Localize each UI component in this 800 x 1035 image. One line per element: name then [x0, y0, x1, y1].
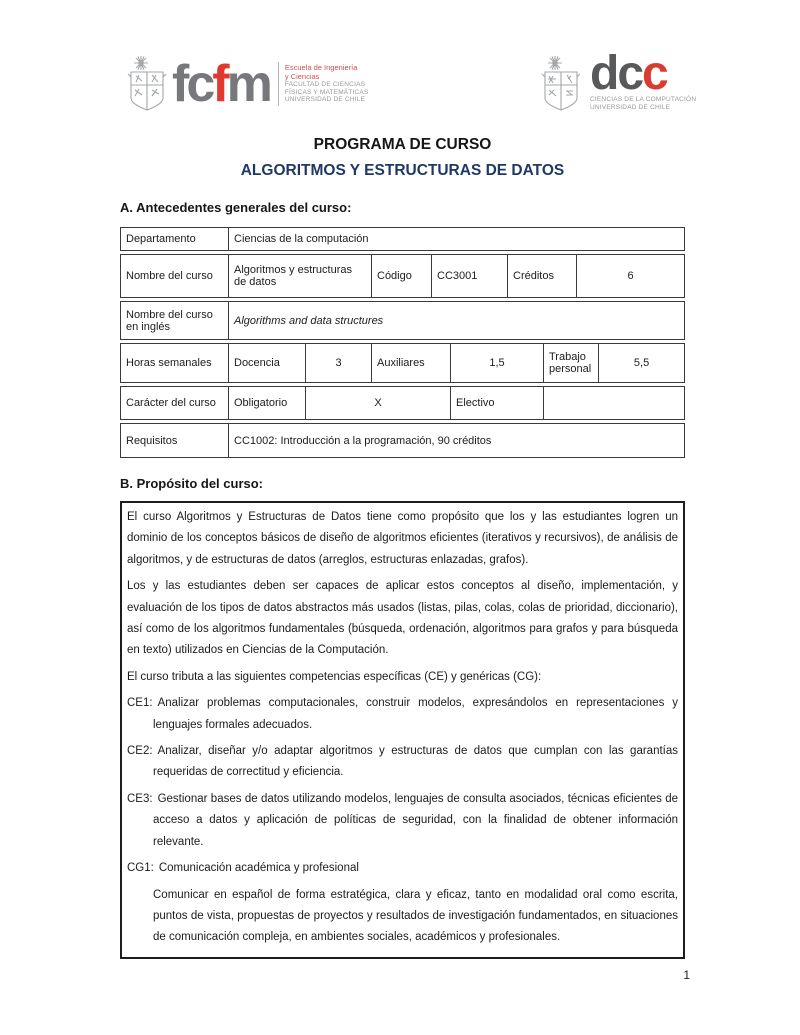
cell-requisitos-label: Requisitos: [120, 423, 229, 458]
competency-label: CE3:: [127, 792, 153, 805]
table-row: [120, 386, 685, 420]
dcc-caption-line: CIENCIAS DE LA COMPUTACIÓN: [590, 96, 697, 103]
section-a-heading: A. Antecedentes generales del curso:: [120, 200, 352, 215]
content-column: [120, 0, 685, 959]
purpose-paragraph: El curso Algoritmos y Estructuras de Datos tiene como propósito que los y las estudiantes logren un dominio de los conceptos básicos de diseño de algoritmos eficientes (iterativos y recursivos), de análisis de algoritmos, y de estructuras de datos (arreglos, estructuras enlazadas, grafos).: [127, 511, 678, 566]
fcfm-wordmark-gray1: fc: [172, 55, 213, 113]
fcfm-wordmark-gray2: m: [226, 55, 270, 113]
cell-nombre-ingles-label: Nombre del curso en inglés: [120, 301, 229, 340]
competency-text: Comunicación académica y profesional: [158, 862, 359, 875]
cell-departamento-label: Departamento: [120, 227, 229, 251]
cell-trabajo-personal-value: 5,5: [599, 343, 685, 383]
competency-text: Analizar problemas computacionales, construir modelos, expresándolos en representaciones y lenguajes formales adecuados.: [153, 697, 678, 731]
cell-trabajo-personal-label: Trabajo personal: [544, 343, 599, 383]
competency-text: Analizar, diseñar y/o adaptar algoritmos y estructuras de datos que cumplan con las garantías requeridas de correctitud y eficiencia.: [153, 745, 678, 779]
competency-label: CG1:: [127, 862, 154, 875]
cell-nombre-value: Algoritmos y estructuras de datos: [229, 254, 372, 298]
competency-text: Gestionar bases de datos utilizando modelos, lenguajes de consulta asociados, técnicas eficientes de acceso a datos y aplicación de políticas de seguridad, con la finalidad de obtener información relevante.: [153, 792, 678, 848]
cell-electivo-label: Electivo: [451, 386, 544, 420]
fcfm-tagline-line: UNIVERSIDAD DE CHILE: [284, 96, 366, 104]
competency-ce2: [127, 741, 678, 784]
competency-label: CE2:: [127, 745, 153, 758]
document-title: PROGRAMA DE CURSO: [313, 136, 492, 153]
fcfm-wordmark-red-f: f: [212, 55, 227, 113]
purpose-closing-paragraph: Comunicar en español de forma estratégica, clara y eficaz, tanto en modalidad oral como escrita, puntos de vista, propuestas de proyectos y resultados de investigación fundamentados, en situaciones de comunicación compleja, en ambientes sociales, académicos y profesionales.: [153, 888, 678, 944]
competency-cg1: [127, 858, 678, 879]
purpose-paragraph: Los y las estudiantes deben ser capaces de aplicar estos conceptos al diseño, implementación, y evaluación de los tipos de datos abstractos más usados (listas, pilas, colas, colas de prioridad, diccionario), así como de los algoritmos fundamentales (búsqueda, ordenación, algoritmos para grafos y para búsqueda en texto) utilizados en Ciencias de la Computación.: [127, 580, 678, 657]
cell-caracter-label: Carácter del curso: [120, 386, 229, 420]
purpose-paragraph: El curso tributa a las siguientes competencias específicas (CE) y genéricas (CG):: [127, 670, 542, 683]
table-row: [120, 423, 685, 458]
cell-requisitos-value: CC1002: Introducción a la programación, 90 créditos: [229, 423, 685, 458]
cell-obligatorio-label: Obligatorio: [229, 386, 306, 420]
cell-nombre-label: Nombre del curso: [120, 254, 229, 298]
fcfm-tagline-line: FACULTAD DE CIENCIAS: [284, 81, 366, 89]
competency-ce3: [127, 789, 678, 853]
table-row: [120, 254, 685, 298]
cell-codigo-label: Código: [372, 254, 432, 298]
fcfm-tagline-line: y Ciencias: [284, 71, 320, 81]
table-row: [120, 301, 685, 340]
cell-electivo-mark: [544, 386, 685, 420]
cell-codigo-value: CC3001: [432, 254, 508, 298]
cell-docencia-label: Docencia: [229, 343, 306, 383]
fcfm-tagline-line: Escuela de Ingeniería: [284, 63, 358, 73]
dcc-caption-line: UNIVERSIDAD DE CHILE: [590, 103, 671, 111]
cell-auxiliares-value: 1,5: [451, 343, 544, 383]
cell-nombre-ingles-value: Algorithms and data structures: [229, 301, 685, 340]
section-b-heading: B. Propósito del curso:: [120, 476, 264, 491]
competency-label: CE1:: [127, 697, 153, 710]
cell-obligatorio-mark: X: [306, 386, 451, 420]
table-row: [120, 227, 685, 251]
dcc-wordmark-gray: dc: [590, 47, 643, 100]
cell-docencia-value: 3: [306, 343, 372, 383]
cell-horas-label: Horas semanales: [120, 343, 229, 383]
cell-creditos-label: Créditos: [508, 254, 577, 298]
course-info-table: [120, 224, 685, 461]
page-number: 1: [683, 968, 690, 982]
competency-ce1: [127, 693, 678, 736]
fcfm-tagline-line: FÍSICAS Y MATEMÁTICAS: [284, 88, 369, 96]
cell-departamento-value: Ciencias de la computación: [229, 227, 685, 251]
cell-creditos-value: 6: [577, 254, 685, 298]
course-title: ALGORITMOS Y ESTRUCTURAS DE DATOS: [240, 162, 565, 179]
dcc-wordmark-red-c: c: [642, 47, 667, 100]
purpose-box: [120, 501, 685, 959]
table-row: [120, 343, 685, 383]
cell-auxiliares-label: Auxiliares: [372, 343, 451, 383]
